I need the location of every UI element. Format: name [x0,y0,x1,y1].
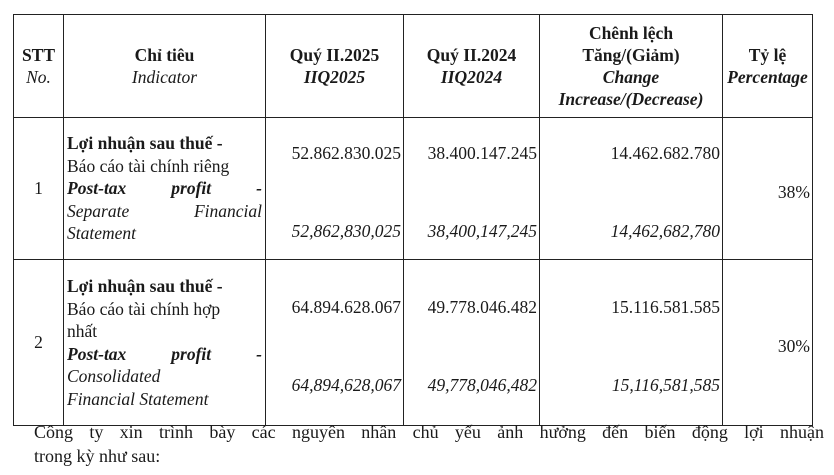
value-en: 52,862,830,025 [291,221,401,241]
row-stt: 1 [14,118,64,260]
header-change [540,15,723,118]
profit-table [13,14,813,426]
row-indicator [64,118,266,260]
indicator-en-word: Financial [193,200,262,221]
indicator-en-line3: Statement [67,223,137,244]
value-vi: 49.778.046.482 [427,297,537,317]
indicator-vi-bold: Lợi nhuận sau thuế - [67,133,223,154]
indicator-en-line3: Financial Statement [67,388,209,409]
header-change-en-2: Increase/(Decrease) [558,89,704,109]
indicator-en-word: - [256,343,262,364]
value-vi: 64.894.628.067 [291,297,401,317]
indicator-en-word: Post-tax [67,343,127,364]
header-indicator-vi: Chỉ tiêu [134,45,195,65]
indicator-vi-bold: Lợi nhuận sau thuế - [67,276,223,296]
row-indicator [64,260,266,426]
value-en: 38,400,147,245 [427,221,537,241]
value-pct: 38% [777,182,810,202]
table-row [14,118,813,260]
header-pct-vi: Tỷ lệ [748,45,787,65]
header-indicator [64,15,266,118]
indicator-en-word: profit [171,343,212,364]
header-q2025-vi: Quý II.2025 [289,45,380,65]
value-vi: 52.862.830.025 [291,143,401,163]
value-vi: 14.462.682.780 [610,143,720,163]
header-change-vi-1: Chênh lệch [588,23,674,43]
cell-change [540,118,723,260]
explanation-paragraph [34,420,824,468]
header-change-en-1: Change [602,67,660,87]
cell-q2025 [266,260,404,426]
cell-q2025 [266,118,404,260]
value-en: 15,116,581,585 [611,375,720,395]
explanation-line-1: Công ty xin trình bày các nguyên nhân chủ yếu ảnh hưởng đến biến động lợi nhuận [34,422,824,442]
indicator-en-word: Post-tax [67,178,127,199]
value-en: 14,462,682,780 [610,221,720,241]
header-change-vi-2: Tăng/(Giảm) [582,45,680,65]
header-q2024-en: IIQ2024 [440,67,503,87]
indicator-en-line2: Consolidated [67,366,161,386]
indicator-en-word: - [256,178,262,199]
value-en: 49,778,046,482 [427,375,537,395]
header-pct-en: Percentage [727,67,808,87]
indicator-vi-rest: nhất [67,321,98,341]
table-row [14,260,813,426]
cell-change [540,260,723,426]
cell-percentage [723,118,813,260]
value-en: 64,894,628,067 [291,375,401,395]
header-q2025 [266,15,404,118]
indicator-en-line1 [67,177,262,200]
indicator-en-line1 [67,343,262,366]
header-q2024-vi: Quý II.2024 [426,45,517,65]
header-stt-en: No. [26,67,51,87]
value-vi: 15.116.581.585 [611,297,720,317]
header-indicator-en: Indicator [131,67,198,87]
cell-percentage [723,260,813,426]
value-pct: 30% [777,336,810,356]
indicator-en-line2 [67,200,262,223]
indicator-en-word: Separate [67,200,130,221]
header-q2025-en: IIQ2025 [303,67,366,87]
header-stt [14,15,64,118]
header-stt-vi: STT [21,45,56,65]
header-q2024 [404,15,540,118]
indicator-vi-rest: Báo cáo tài chính hợp [67,298,221,319]
table-header-row [14,15,813,118]
row-stt: 2 [14,260,64,426]
explanation-line-2: trong kỳ như sau: [34,446,161,466]
cell-q2024 [404,118,540,260]
header-percentage [723,15,813,118]
indicator-en-word: profit [171,178,212,199]
indicator-vi-rest: Báo cáo tài chính riêng [67,155,230,176]
cell-q2024 [404,260,540,426]
value-vi: 38.400.147.245 [427,143,537,163]
